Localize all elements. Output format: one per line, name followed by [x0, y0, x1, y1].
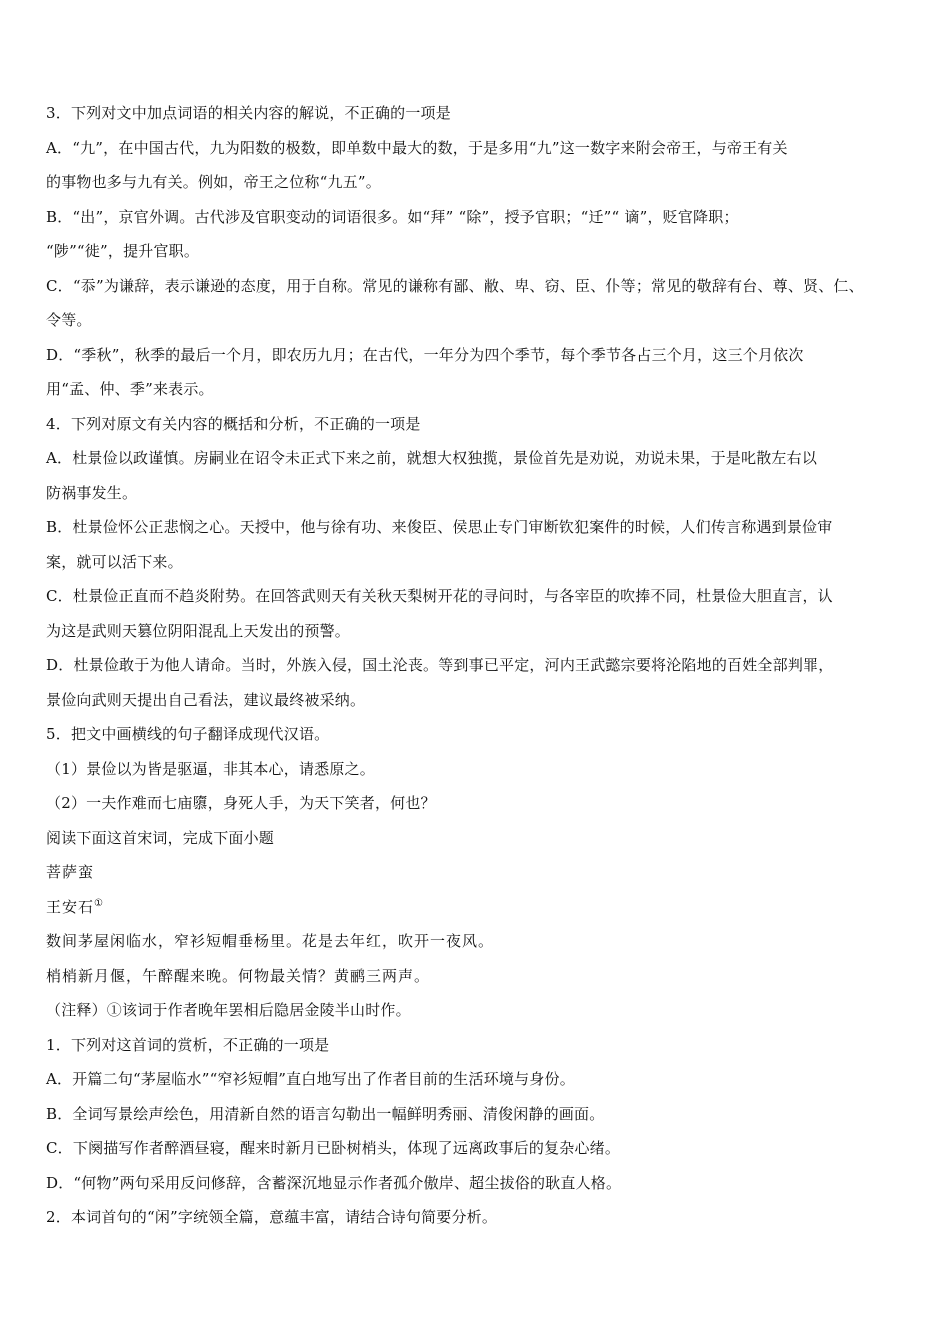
sq2-stem: 2．本词首句的“闲”字统领全篇，意蕴丰富，请结合诗句简要分析。 — [46, 1208, 498, 1226]
sq1-option-c: C．下阕描写作者醉酒昼寝，醒来时新月已卧树梢头，体现了远离政事后的复杂心绪。 — [46, 1139, 621, 1157]
poem-title: 菩萨蛮 — [46, 863, 95, 881]
q4-option-c-line1: C．杜景俭正直而不趋炎附势。在回答武则天有关秋天梨树开花的寻问时，与各宰臣的吹捧不同，杜景俭大胆直言，认 — [46, 587, 833, 605]
q3-option-a-line1: A．“九”，在中国古代，九为阳数的极数，即单数中最大的数，于是多用“九”这一数字来附会帝王，与帝王有关 — [46, 138, 788, 157]
q5-stem: 5．把文中画横线的句子翻译成现代汉语。 — [46, 725, 330, 743]
q3-option-a-line2: 的事物也多与九有关。例如，帝王之位称“九五”。 — [46, 173, 381, 191]
q4-option-b-line2: 案，就可以活下来。 — [46, 552, 183, 571]
poem-line-2: 梢梢新月偃，午醉醒来晚。何物最关情？黄鹂三两声。 — [46, 966, 431, 985]
q3-option-d-line1: D．“季秋”，秋季的最后一个月，即农历九月；在古代，一年分为四个季节，每个季节各占三个月，这三个月依次 — [46, 345, 804, 364]
q3-option-c-line1: C．“忝”为谦辞，表示谦逊的态度，用于自称。常见的谦称有鄙、敝、卑、窃、臣、仆等；常见的敬辞有台、尊、贤、仁、 — [46, 276, 864, 295]
q4-option-d-line2: 景俭向武则天提出自己看法，建议最终被采纳。 — [46, 690, 366, 709]
sq1-option-d: D．“何物”两句采用反问修辞，含蓄深沉地显示作者孤介傲岸、超尘拔俗的耿直人格。 — [46, 1173, 622, 1192]
sq1-stem: 1．下列对这首词的赏析，不正确的一项是 — [46, 1035, 330, 1054]
q4-option-a-line2: 防祸事发生。 — [46, 483, 138, 502]
poem-line-1: 数间茅屋闲临水，窄衫短帽垂杨里。花是去年红，吹开一夜风。 — [46, 932, 495, 950]
q3-option-b-line1: B．“出”，京官外调。古代涉及官职变动的词语很多。如“拜” “除”，授予官职；“迁”“ 谪”，贬官降职； — [46, 207, 739, 226]
q4-stem: 4．下列对原文有关内容的概括和分析，不正确的一项是 — [46, 414, 421, 433]
reading-intro: 阅读下面这首宋词，完成下面小题 — [46, 828, 275, 847]
poem-author — [46, 890, 908, 925]
q5-sentence-2: （2）一夫作难而七庙隳，身死人手，为天下笑者，何也？ — [46, 794, 436, 812]
sq1-option-b: B．全词写景绘声绘色，用清新自然的语言勾勒出一幅鲜明秀丽、清俊闲静的画面。 — [46, 1104, 605, 1123]
q3-option-b-line2: “陟”“徙”，提升官职。 — [46, 242, 200, 260]
q3-option-d-line2: 用“孟、仲、季”来表示。 — [46, 380, 214, 398]
q5-sentence-1: （1）景俭以为皆是驱逼，非其本心，请悉原之。 — [46, 759, 375, 778]
q4-option-c-line2: 为这是武则天篡位阴阳混乱上天发出的预警。 — [46, 621, 351, 640]
q4-option-b-line1: B．杜景俭怀公正悲悯之心。天授中，他与徐有功、来俊臣、侯思止专门审断钦犯案件的时候，人们传言称遇到景俭审 — [46, 518, 833, 536]
poem-author-name: 王安石 — [46, 897, 95, 916]
sq1-option-a: A．开篇二句“茅屋临水”“窄衫短帽”直白地写出了作者目前的生活环境与身份。 — [46, 1070, 575, 1088]
footnote-mark: ① — [94, 897, 104, 909]
q3-stem: 3．下列对文中加点词语的相关内容的解说，不正确的一项是 — [46, 104, 451, 122]
document-page — [46, 96, 908, 1235]
q4-option-a-line1: A．杜景俭以政谨慎。房嗣业在诏令未正式下来之前，就想大权独揽，景俭首先是劝说，劝说未果，于是叱散左右以 — [46, 449, 818, 467]
q3-option-c-line2: 令等。 — [46, 311, 92, 329]
q4-option-d-line1: D．杜景俭敢于为他人请命。当时，外族入侵，国土沦丧。等到事已平定，河内王武懿宗要将沦陷地的百姓全部判罪， — [46, 656, 834, 674]
poem-note: （注释）①该词于作者晚年罢相后隐居金陵半山时作。 — [46, 1001, 411, 1019]
